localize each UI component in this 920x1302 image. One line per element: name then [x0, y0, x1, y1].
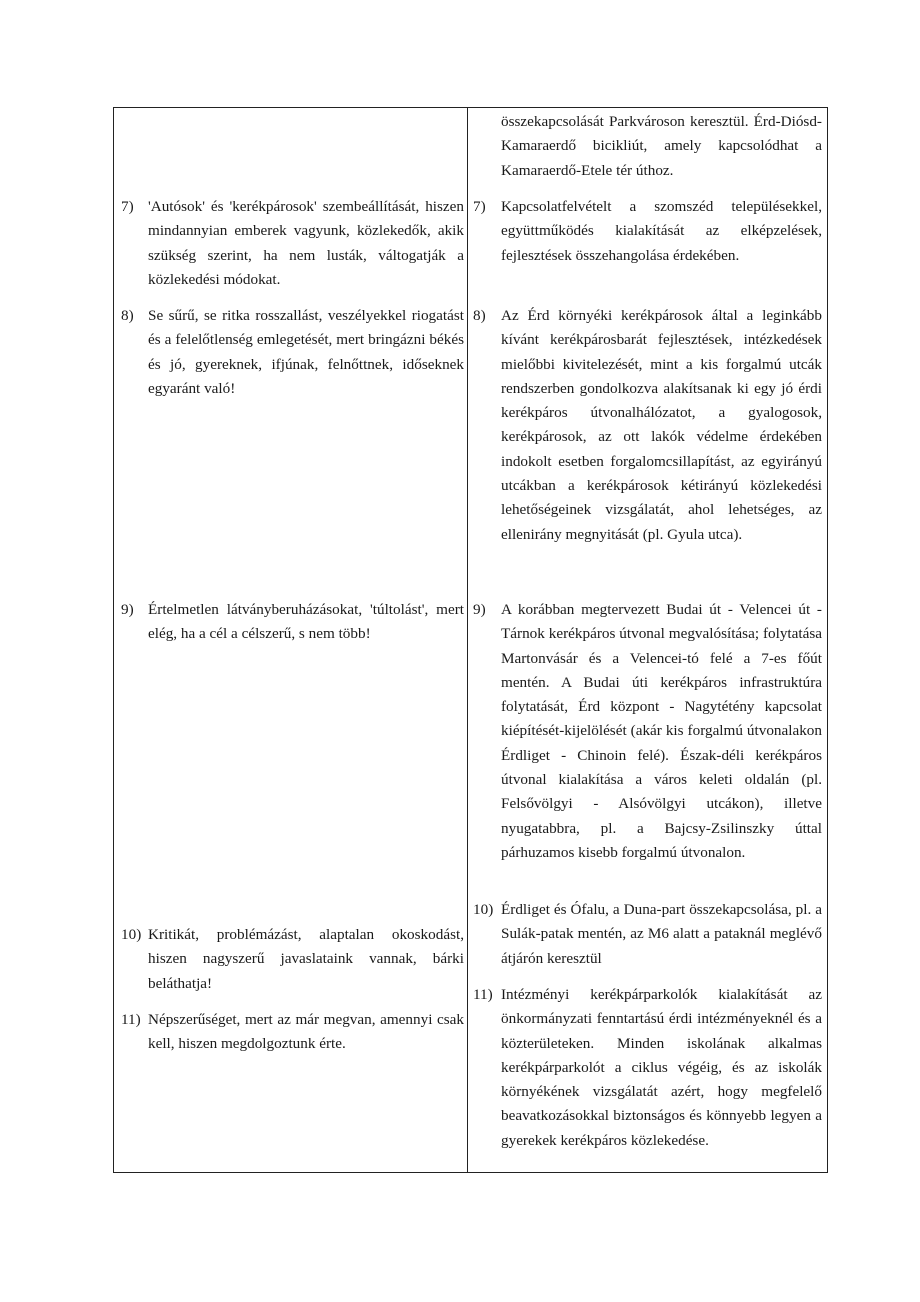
right-text: Kapcsolatfelvételt a szomszéd településekkel, együttműködés kialakítását az elképzelések, fejlesztések összehangolása érdekében. — [501, 198, 822, 264]
item-number: 8) — [473, 307, 486, 324]
item-number: 11) — [121, 1011, 141, 1028]
item-number: 9) — [121, 601, 134, 618]
left-text: Népszerűséget, mert az már megvan, amennyi csak kell, hiszen megdolgoztunk érte. — [148, 1011, 464, 1053]
right-text: A korábban megtervezett Budai út - Velencei út - Tárnok kerékpáros útvonal megvalósítása; folytatása Martonvásár és a Velencei-tó felé a 7-es főút mentén. A Budai úti kerékpáros infrastruktúra folytatását, Érd központ - Nagytétény kapcsolat kiépítését-kijelölését (akár kis forgalmú útvonalakon Érdliget - Chinoin felé). Észak-déli kerékpáros útvonal kialakítása a város keleti oldalán (pl. Felsővölgyi - Alsóvölgyi utcákon), illetve nyugatabbra, pl. a Bajcsy-Zsilinszky úttal párhuzamos kisebb forgalmú útvonalon. — [501, 601, 822, 861]
left-text: Se sűrű, se ritka rosszallást, veszélyekkel riogatást és a felelőtlenség emlegetését, mert bringázni békés és jó, gyereknek, ifjúnak, felnőttnek, időseknek egyaránt való! — [148, 307, 464, 397]
right-text: Érdliget és Ófalu, a Duna-part összekapcsolása, pl. a Sulák-patak mentén, az M6 alatt a pataknál meglévő átjárón keresztül — [501, 901, 822, 967]
column-divider — [467, 108, 468, 1172]
row-10-left — [114, 923, 464, 996]
item-number: 7) — [121, 198, 134, 215]
item-number: 10) — [473, 901, 494, 918]
comparison-table — [113, 107, 828, 1173]
right-text: Intézményi kerékpárparkolók kialakítását az önkormányzati fenntartású érdi intézményeknél és a közterületeken. Minden iskolának alkalmas kerékpárparkolót a ciklus végéig, és az iskolák környékének vizsgálatát azért, hogy megfelelő beavatkozásokkal biztonságos és könnyebb legyen a gyerekek kerékpáros közlekedése. — [501, 986, 822, 1149]
row-8-right — [469, 304, 824, 547]
item-number: 9) — [473, 601, 486, 618]
left-text: Értelmetlen látványberuházásokat, 'túltolást', mert elég, ha a cél a célszerű, s nem több! — [148, 601, 464, 643]
row-9-left — [114, 598, 464, 647]
row-7-right — [469, 195, 824, 268]
item-number: 11) — [473, 986, 493, 1003]
row-8-left — [114, 304, 464, 401]
left-text: Kritikát, problémázást, alaptalan okoskodást, hiszen nagyszerű javaslataink vannak, bárki beláthatja! — [148, 926, 464, 992]
item-number: 10) — [121, 926, 142, 943]
right-text: összekapcsolását Parkvároson keresztül. Érd-Diósd-Kamaraerdő bicikliút, amely kapcsolódhat a Kamaraerdő-Etele tér úthoz. — [501, 113, 822, 179]
item-number: 8) — [121, 307, 134, 324]
row-7-left — [114, 195, 464, 292]
left-text: 'Autósok' és 'kerékpárosok' szembeállítását, hiszen mindannyian emberek vagyunk, közlekedők, akik szükség szerint, ha nem lusták, váltogatják a közlekedési módokat. — [148, 198, 464, 288]
row-11-right — [469, 983, 824, 1153]
row-11-left — [114, 1008, 464, 1057]
right-text: Az Érd környéki kerékpárosok által a leginkább kívánt kerékpárosbarát fejlesztések, intézkedések mielőbbi kivitelezését, mint a kis forgalmú utcák rendszerben gondolkozva alakítsanak ki egy jó érdi kerékpáros útvonalhálózatot, a gyalogosok, kerékpárosok, az ott lakók védelme érdekében indokolt esetben forgalomcsillapítást, az egyirányú utcákban a kerékpárosok kétirányú közlekedési lehetőségeinek vizsgálatát, ahol lehetséges, az ellenirány megnyitását (pl. Gyula utca). — [501, 307, 822, 543]
item-number: 7) — [473, 198, 486, 215]
row-continuation-right — [469, 110, 824, 183]
row-10-right — [469, 898, 824, 971]
row-9-right — [469, 598, 824, 865]
